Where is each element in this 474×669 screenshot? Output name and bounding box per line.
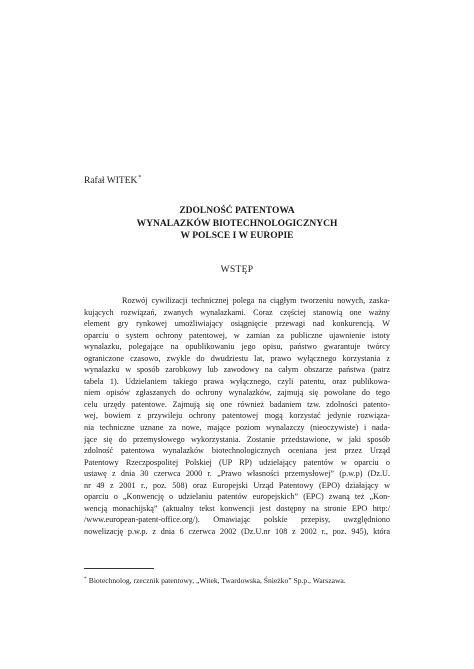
title-line: W POLSCE I W EUROPIE xyxy=(180,231,294,241)
footnote-divider xyxy=(84,568,154,569)
body-paragraph xyxy=(84,295,390,537)
body-line: oparciu o system ochrony patentowej, w zamian za publiczne ujawnienie istoty xyxy=(84,330,390,340)
title-line: WYNALAZKÓW BIOTECHNOLOGICZNYCH xyxy=(136,218,338,229)
body-line: ustawę z dnia 30 czerwca 2000 r. „Prawo własności przemysłowej” (p.w.p) (Dz.U. xyxy=(84,469,390,479)
body-line: wynalazku w sposób zarobkowy lub zawodowy na całym obszarze państwa (patrz xyxy=(84,365,390,375)
footnote-text: Biotechnolog, rzecznik patentowy, „Witek, Twardowska, Śnieżko” Sp.p., Warszawa. xyxy=(88,576,346,585)
author-name: Rafał WITEK xyxy=(84,176,138,186)
body-line: oparciu o „Konwencję o udzielaniu patentów europejskich” (EPC) zwaną też „Kon- xyxy=(84,492,390,502)
body-line: zdolność patentowa wynalazków biotechnologicznych oceniana jest przez Urząd xyxy=(84,446,390,456)
body-line: ograniczone czasowo, zwykle do dwudziestu lat, prawo wyłącznego korzystania z xyxy=(84,353,390,363)
body-line: wencją monachijską” (aktualny tekst konwencji jest dostępny na stronie EPO http:/ xyxy=(84,503,390,513)
footnote xyxy=(84,574,390,586)
body-line: element gry rynkowej umożliwiający osiągnięcie przewagi nad konkurencją. W xyxy=(84,319,390,329)
body-line: tabela 1). Udzielaniem takiego prawa wyłącznego, czyli patentu, oraz publikowa- xyxy=(84,376,390,386)
body-line: jące się do przemysłowego wykorzystania. Zostanie przedstawione, w jaki sposób xyxy=(84,434,390,444)
body-line: wynalazku, polegające na opublikowaniu jego opisu, państwo gwarantuje twórcy xyxy=(84,342,390,352)
author-line xyxy=(84,172,141,187)
body-line: kujących rozwiązań, zwanych wynalazkami. Coraz częściej stanowią one ważny xyxy=(84,307,390,317)
body-line: wej, bowiem z przywileju ochrony patentowej mogą korzystać jedynie rozwiąza- xyxy=(84,411,390,421)
body-line: nr 49 z 2001 r., poz. 508) oraz Europejski Urząd Patentowy (EPO) działający w xyxy=(84,480,390,490)
footnote-mark: * xyxy=(84,576,87,582)
body-line: Patentowy Rzeczpospolitej Polskiej (UP RP) udzielający patentów w oparciu o xyxy=(84,457,390,467)
body-line: /www.european-patent-office.org/). Omawiając polskie przepisy, uwzględniono xyxy=(84,515,390,525)
body-line: celu urzędy patentowe. Zajmują się one również badaniem tzw. zdolności patento- xyxy=(84,399,390,409)
author-footnote-mark: * xyxy=(138,175,142,181)
article-title xyxy=(84,205,390,243)
body-line: Rozwój cywilizacji technicznej polega na ciągłym tworzeniu nowych, zaska- xyxy=(122,296,390,305)
body-line: nowelizację p.w.p. z dnia 6 czerwca 2002 (Dz.U.nr 108 z 2002 r., poz. 945), która xyxy=(84,526,390,536)
body-line: nia techniczne uznane za nowe, mające poziom wynalazczy (nieoczywiste) i nada- xyxy=(84,423,390,433)
section-heading: WSTĘP xyxy=(220,265,254,275)
body-line: niem opisów zgłaszanych do ochrony wynalazków, zajmują się powołane do tego xyxy=(84,388,390,398)
title-line: ZDOLNOŚĆ PATENTOWA xyxy=(179,206,295,216)
